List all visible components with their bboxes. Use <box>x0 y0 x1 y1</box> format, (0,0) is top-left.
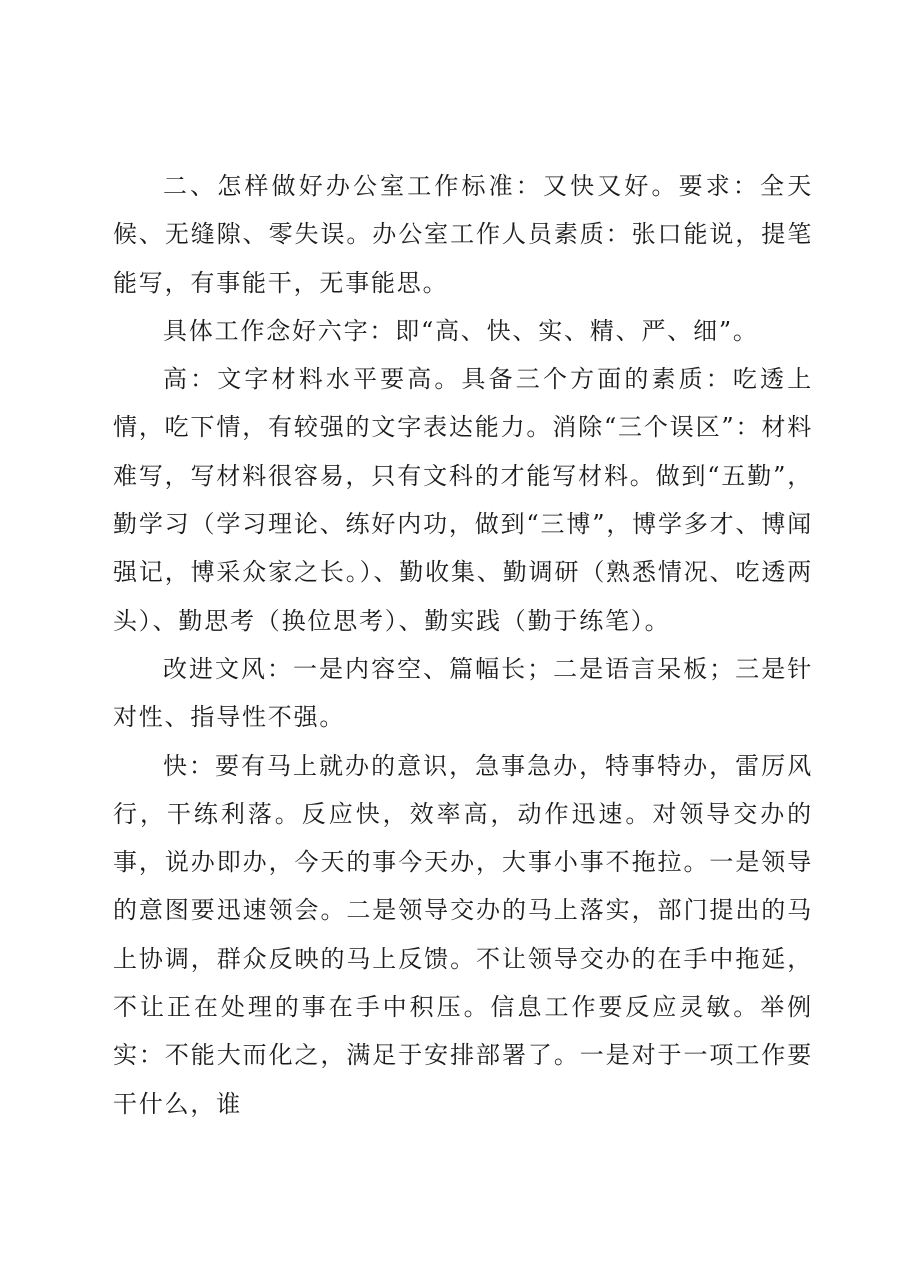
paragraph-six-words: 具体工作念好六字：即“高、快、实、精、严、细”。 <box>163 316 759 345</box>
paragraph-gao: 高：文字材料水平要高。具备三个方面的素质：吃透上情，吃下情，有较强的文字表达能力。消除“三个误区”：材料难写，写材料很容易，只有文科的才能写材料。做到“五勤”，勤学习（学习理论、练好内功，做到“三博”，博学多才、博闻强记，博采众家之长。）、勤收集、勤调研（熟悉情况、吃透两头）、勤思考（换位思考）、勤实践（勤于练笔）。 <box>113 365 813 635</box>
paragraph-writing-style: 改进文风：一是内容空、篇幅长；二是语言呆板；三是针对性、指导性不强。 <box>113 654 813 732</box>
paragraph-office-standards: 二、怎样做好办公室工作标准：又快又好。要求：全天候、无缝隙、零失误。办公室工作人员素质：张口能说，提笔能写，有事能干，无事能思。 <box>113 172 813 297</box>
document-body <box>113 162 813 1128</box>
paragraph-kuai: 快：要有马上就办的意识，急事急办，特事特办，雷厉风行，干练利落。反应快，效率高，动作迅速。对领导交办的事，说办即办，今天的事今天办，大事小事不拖拉。一是领导的意图要迅速领会。二是领导交办的马上落实，部门提出的马上协调，群众反映的马上反馈。不让领导交办的在手中拖延，不让正在处理的事在手中积压。信息工作要反应灵敏。举例实：不能大而化之，满足于安排部署了。一是对于一项工作要干什么，谁 <box>113 751 813 1118</box>
